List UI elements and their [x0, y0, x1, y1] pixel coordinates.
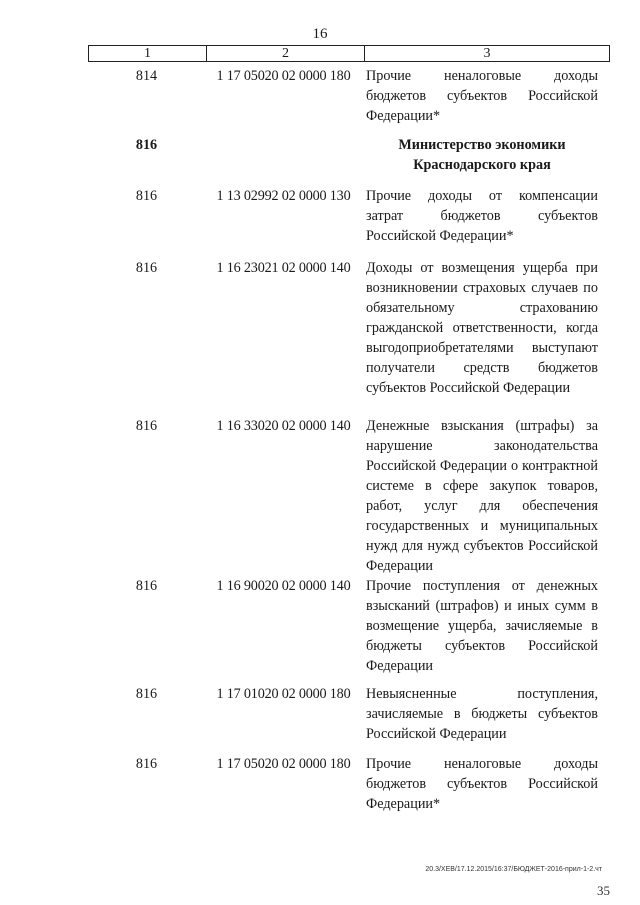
ministry-name: Министерство экономики Краснодарского края: [398, 137, 566, 173]
header-col-2: 2: [207, 46, 365, 61]
admin-code: 816: [135, 188, 158, 204]
revenue-name: Прочие доходы от компенсации затрат бюджетов субъектов Российской Федерации*: [366, 188, 598, 244]
admin-code: 816: [135, 578, 158, 594]
table-header: [88, 45, 610, 62]
revenue-code: 1 17 05020 02 0000 180: [216, 68, 351, 84]
header-col-1: 1: [89, 46, 207, 61]
admin-code: 816: [135, 418, 158, 434]
revenue-code: 1 16 23021 02 0000 140: [216, 260, 351, 276]
admin-code: 816: [135, 137, 158, 153]
revenue-name: Доходы от возмещения ущерба при возникновении страховых случаев по обязательному страхованию гражданской ответственности, когда выгодоприобретателями выступают получатели средств бюджетов субъектов Российской Федерации: [366, 260, 598, 396]
revenue-code: 1 13 02992 02 0000 130: [216, 188, 351, 204]
document-footer-code: 20.3/ХЕВ/17.12.2015/16:37/БЮДЖЕТ-2016-прил-1-2.чт: [425, 866, 602, 873]
admin-code: 816: [135, 686, 158, 702]
revenue-code: 1 17 01020 02 0000 180: [216, 686, 351, 702]
revenue-name: Прочие поступления от денежных взысканий (штрафов) и иных сумм в возмещение ущерба, зачисляемые в бюджеты субъектов Российской Федерации: [366, 578, 598, 674]
revenue-code: 1 16 90020 02 0000 140: [216, 578, 351, 594]
revenue-code: 1 16 33020 02 0000 140: [216, 418, 351, 434]
admin-code: 814: [135, 68, 158, 84]
revenue-name: Невыясненные поступления, зачисляемые в бюджеты субъектов Российской Федерации: [366, 686, 598, 742]
admin-code: 816: [135, 260, 158, 276]
sheet-number: 35: [597, 883, 610, 898]
page-number: 16: [312, 26, 328, 42]
revenue-code: 1 17 05020 02 0000 180: [216, 756, 351, 772]
revenue-name: Денежные взыскания (штрафы) за нарушение законодательства Российской Федерации о контрактной системе в сфере закупок товаров, работ, услуг для обеспечения государственных и муниципальных нужд для нужд субъектов Российской Федерации: [366, 418, 598, 574]
revenue-name: Прочие неналоговые доходы бюджетов субъектов Российской Федерации*: [366, 68, 598, 124]
admin-code: 816: [135, 756, 158, 772]
revenue-name: Прочие неналоговые доходы бюджетов субъектов Российской Федерации*: [366, 756, 598, 812]
header-col-3: 3: [483, 46, 491, 61]
